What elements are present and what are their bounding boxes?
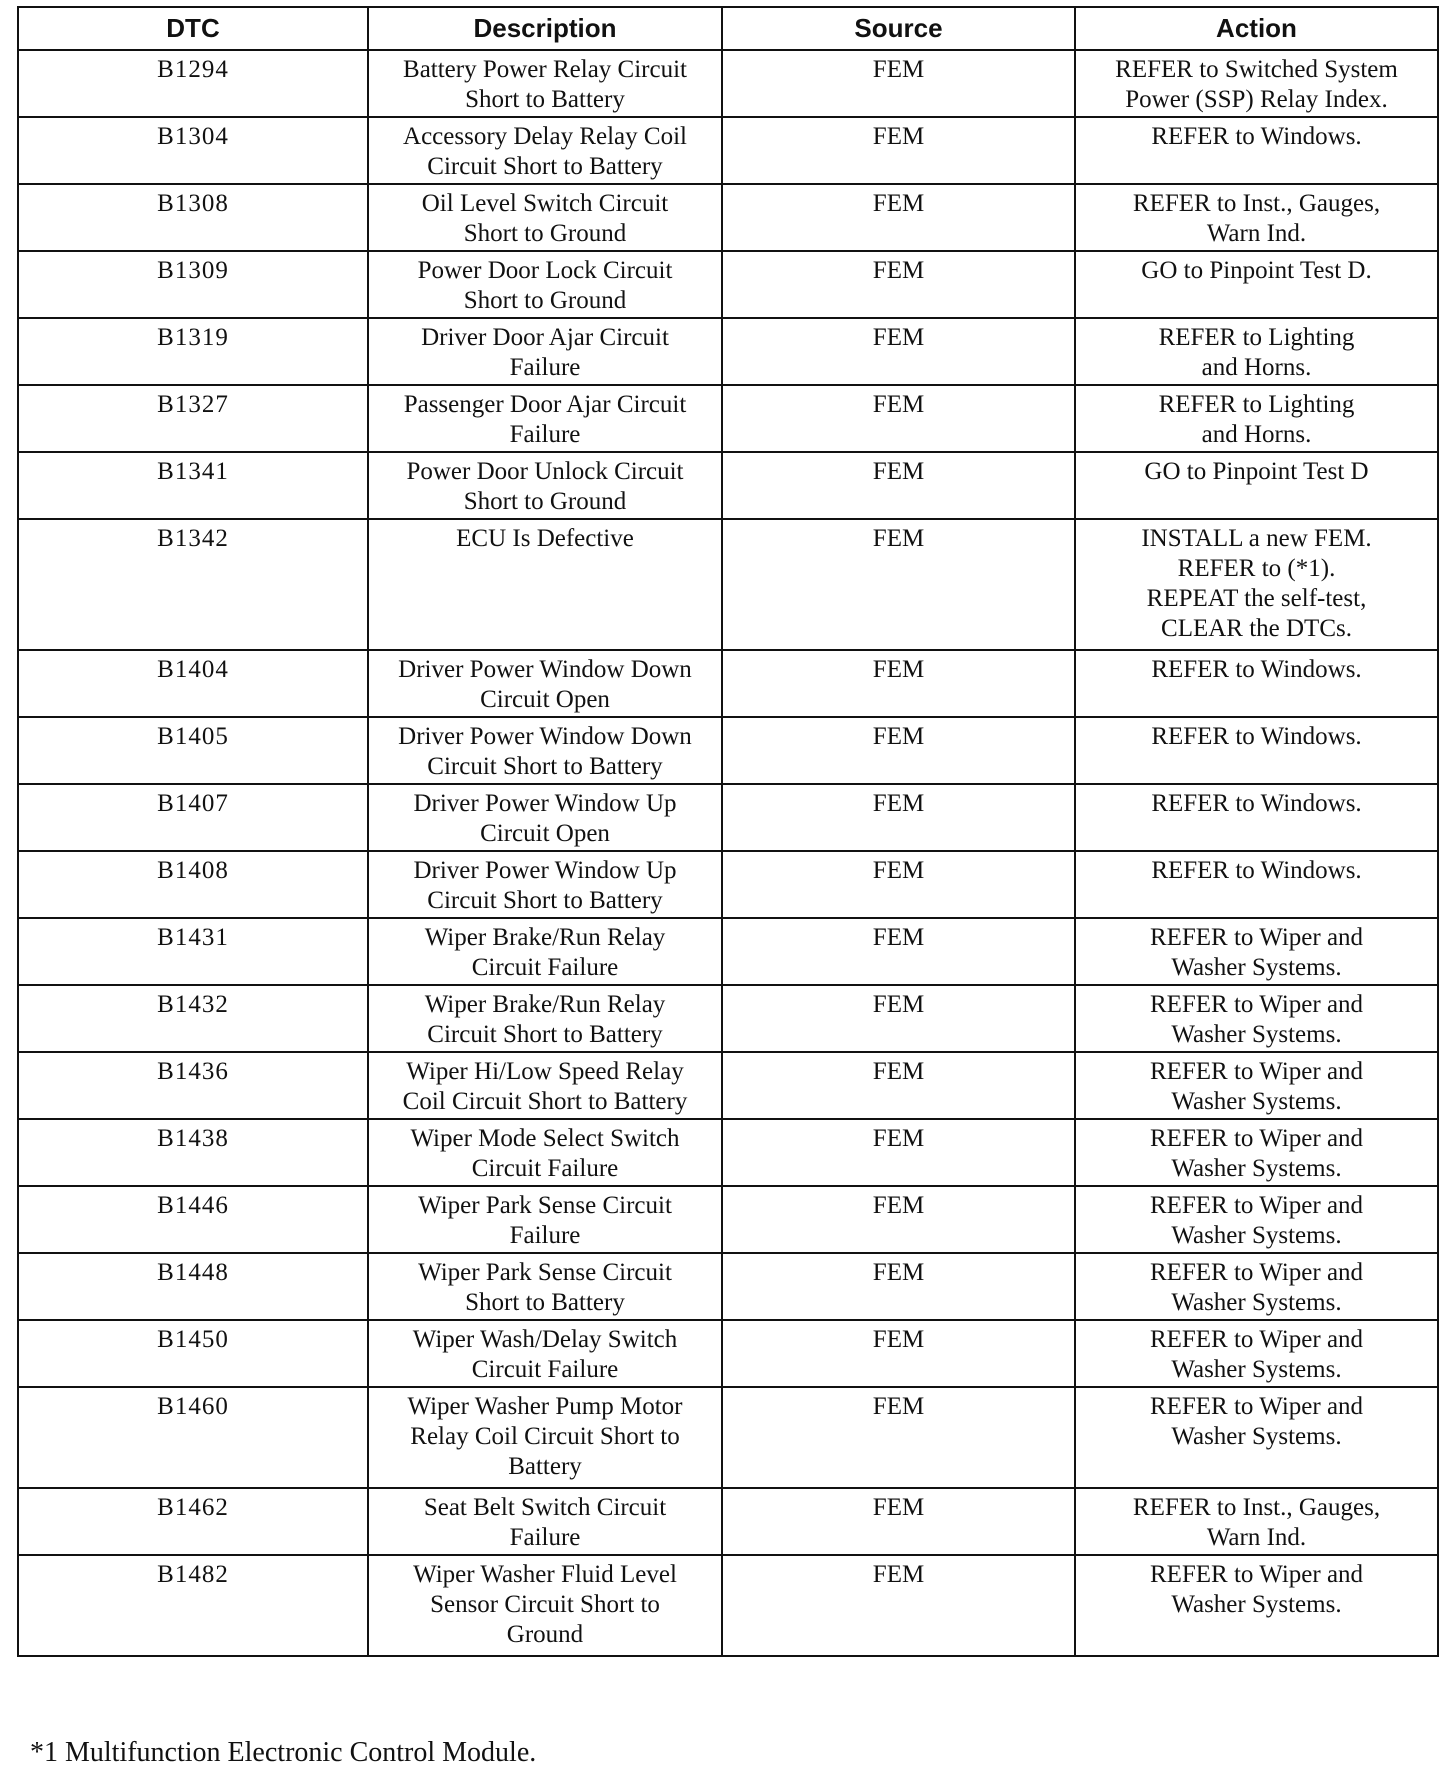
description-line: Failure <box>509 354 581 381</box>
action-line: Warn Ind. <box>1206 1524 1307 1551</box>
dtc-source: FEM <box>722 318 1075 385</box>
description-line: Power Door Lock Circuit <box>417 257 673 284</box>
action-line: REPEAT the self-test, <box>1146 585 1367 612</box>
action-line: REFER to Wiper and <box>1149 924 1364 951</box>
table-row <box>18 1320 1438 1387</box>
description-line: Wiper Mode Select Switch <box>410 1125 680 1152</box>
action-line: Washer Systems. <box>1171 1591 1342 1618</box>
description-line: Failure <box>509 1524 581 1551</box>
action-line: REFER to Lighting <box>1158 391 1355 418</box>
dtc-description <box>368 1186 722 1253</box>
description-line: Wiper Hi/Low Speed Relay <box>406 1058 684 1085</box>
dtc-source: FEM <box>722 50 1075 117</box>
table-row <box>18 184 1438 251</box>
dtc-action <box>1075 318 1438 385</box>
dtc-action <box>1075 1387 1438 1488</box>
description-line: Driver Power Window Up <box>413 790 677 817</box>
dtc-source: FEM <box>722 385 1075 452</box>
table-row <box>18 519 1438 650</box>
dtc-description <box>368 1488 722 1555</box>
action-line: REFER to Windows. <box>1151 656 1362 683</box>
table-row <box>18 1253 1438 1320</box>
dtc-source: FEM <box>722 985 1075 1052</box>
dtc-code: B1327 <box>18 385 368 452</box>
dtc-description <box>368 784 722 851</box>
action-line: REFER to Wiper and <box>1149 1259 1364 1286</box>
dtc-action <box>1075 251 1438 318</box>
dtc-action <box>1075 184 1438 251</box>
description-line: Wiper Wash/Delay Switch <box>412 1326 678 1353</box>
action-line: REFER to Windows. <box>1151 790 1362 817</box>
description-line: Short to Ground <box>463 488 627 515</box>
action-line: REFER to Windows. <box>1151 123 1362 150</box>
table-row <box>18 1052 1438 1119</box>
dtc-description <box>368 452 722 519</box>
dtc-description <box>368 318 722 385</box>
dtc-source: FEM <box>722 1186 1075 1253</box>
dtc-action <box>1075 1052 1438 1119</box>
dtc-source: FEM <box>722 251 1075 318</box>
action-line: REFER to Wiper and <box>1149 1058 1364 1085</box>
dtc-action <box>1075 851 1438 918</box>
table-row <box>18 452 1438 519</box>
dtc-source: FEM <box>722 918 1075 985</box>
description-line: Short to Ground <box>463 220 627 247</box>
dtc-code: B1436 <box>18 1052 368 1119</box>
dtc-code: B1308 <box>18 184 368 251</box>
dtc-description <box>368 650 722 717</box>
dtc-code: B1431 <box>18 918 368 985</box>
table-row <box>18 1488 1438 1555</box>
action-line: Washer Systems. <box>1171 1289 1342 1316</box>
description-line: Driver Power Window Down <box>398 656 692 683</box>
dtc-action <box>1075 452 1438 519</box>
description-line: Wiper Washer Fluid Level <box>413 1561 677 1588</box>
dtc-source: FEM <box>722 1119 1075 1186</box>
table-header <box>18 7 1438 50</box>
dtc-description <box>368 918 722 985</box>
description-line: Circuit Failure <box>471 1155 619 1182</box>
table-row <box>18 1119 1438 1186</box>
action-line: and Horns. <box>1201 421 1312 448</box>
dtc-action <box>1075 385 1438 452</box>
dtc-code: B1405 <box>18 717 368 784</box>
table-body <box>18 50 1438 1656</box>
dtc-action <box>1075 650 1438 717</box>
action-line: CLEAR the DTCs. <box>1161 615 1352 642</box>
dtc-code: B1460 <box>18 1387 368 1488</box>
header-source: Source <box>722 7 1075 50</box>
dtc-action <box>1075 1186 1438 1253</box>
description-line: Short to Battery <box>465 86 625 113</box>
dtc-source: FEM <box>722 1387 1075 1488</box>
description-line: Circuit Open <box>480 686 610 713</box>
table-row <box>18 918 1438 985</box>
description-line: Wiper Park Sense Circuit <box>418 1259 672 1286</box>
dtc-description <box>368 385 722 452</box>
dtc-description <box>368 50 722 117</box>
action-line: REFER to Wiper and <box>1149 1561 1364 1588</box>
dtc-code: B1309 <box>18 251 368 318</box>
action-line: Washer Systems. <box>1171 1423 1342 1450</box>
dtc-description <box>368 717 722 784</box>
dtc-code: B1462 <box>18 1488 368 1555</box>
header-action: Action <box>1075 7 1438 50</box>
action-line: REFER to Wiper and <box>1149 1393 1364 1420</box>
description-line: Driver Door Ajar Circuit <box>421 324 669 351</box>
dtc-source: FEM <box>722 1253 1075 1320</box>
description-line: Battery <box>508 1453 582 1480</box>
dtc-source: FEM <box>722 452 1075 519</box>
action-line: REFER to (*1). <box>1177 555 1336 582</box>
action-line: REFER to Windows. <box>1151 723 1362 750</box>
description-line: Wiper Park Sense Circuit <box>418 1192 672 1219</box>
dtc-table <box>17 6 1439 1657</box>
action-line: GO to Pinpoint Test D <box>1144 458 1369 485</box>
dtc-description <box>368 985 722 1052</box>
description-line: Short to Battery <box>465 1289 625 1316</box>
action-line: Washer Systems. <box>1171 1356 1342 1383</box>
action-line: Warn Ind. <box>1206 220 1307 247</box>
description-line: Failure <box>509 1222 581 1249</box>
dtc-source: FEM <box>722 650 1075 717</box>
dtc-action <box>1075 1488 1438 1555</box>
header-row <box>18 7 1438 50</box>
table-row <box>18 117 1438 184</box>
dtc-description <box>368 851 722 918</box>
dtc-action <box>1075 519 1438 650</box>
description-line: Battery Power Relay Circuit <box>403 56 687 83</box>
dtc-code: B1294 <box>18 50 368 117</box>
dtc-action <box>1075 1320 1438 1387</box>
action-line: Washer Systems. <box>1171 1155 1342 1182</box>
dtc-action <box>1075 117 1438 184</box>
dtc-action <box>1075 717 1438 784</box>
description-line: Failure <box>509 421 581 448</box>
action-line: REFER to Inst., Gauges, <box>1132 190 1381 217</box>
description-line: Power Door Unlock Circuit <box>406 458 684 485</box>
description-line: Sensor Circuit Short to <box>430 1591 660 1618</box>
dtc-source: FEM <box>722 184 1075 251</box>
action-line: REFER to Inst., Gauges, <box>1132 1494 1381 1521</box>
header-description: Description <box>368 7 722 50</box>
dtc-description <box>368 1052 722 1119</box>
description-line: Wiper Washer Pump Motor <box>407 1393 683 1420</box>
dtc-description <box>368 1555 722 1656</box>
dtc-document <box>17 6 1437 1657</box>
action-line: REFER to Wiper and <box>1149 1326 1364 1353</box>
dtc-code: B1407 <box>18 784 368 851</box>
dtc-description <box>368 1387 722 1488</box>
dtc-source: FEM <box>722 717 1075 784</box>
description-line: Circuit Open <box>480 820 610 847</box>
description-line: Circuit Failure <box>471 1356 619 1383</box>
dtc-code: B1482 <box>18 1555 368 1656</box>
action-line: and Horns. <box>1201 354 1312 381</box>
description-line: Relay Coil Circuit Short to <box>410 1423 680 1450</box>
action-line: INSTALL a new FEM. <box>1141 525 1372 552</box>
dtc-code: B1341 <box>18 452 368 519</box>
action-line: Washer Systems. <box>1171 1222 1342 1249</box>
table-row <box>18 985 1438 1052</box>
dtc-description <box>368 251 722 318</box>
dtc-description <box>368 184 722 251</box>
dtc-code: B1342 <box>18 519 368 650</box>
dtc-code: B1446 <box>18 1186 368 1253</box>
action-line: REFER to Windows. <box>1151 857 1362 884</box>
dtc-code: B1448 <box>18 1253 368 1320</box>
table-row <box>18 650 1438 717</box>
description-line: Oil Level Switch Circuit <box>421 190 669 217</box>
dtc-source: FEM <box>722 519 1075 650</box>
dtc-action <box>1075 985 1438 1052</box>
dtc-action <box>1075 784 1438 851</box>
dtc-code: B1450 <box>18 1320 368 1387</box>
action-line: Power (SSP) Relay Index. <box>1125 86 1388 113</box>
description-line: Wiper Brake/Run Relay <box>424 924 666 951</box>
description-line: Driver Power Window Down <box>398 723 692 750</box>
action-line: GO to Pinpoint Test D. <box>1141 257 1372 284</box>
description-line: Circuit Short to Battery <box>427 753 663 780</box>
description-line: Short to Ground <box>463 287 627 314</box>
dtc-action <box>1075 918 1438 985</box>
description-line: Circuit Short to Battery <box>427 1021 663 1048</box>
action-line: REFER to Wiper and <box>1149 1125 1364 1152</box>
description-line: Seat Belt Switch Circuit <box>423 1494 667 1521</box>
table-row <box>18 385 1438 452</box>
dtc-action <box>1075 50 1438 117</box>
action-line: Washer Systems. <box>1171 954 1342 981</box>
dtc-code: B1319 <box>18 318 368 385</box>
dtc-source: FEM <box>722 1052 1075 1119</box>
dtc-description <box>368 519 722 650</box>
table-row <box>18 784 1438 851</box>
dtc-code: B1432 <box>18 985 368 1052</box>
action-line: Washer Systems. <box>1171 1088 1342 1115</box>
description-line: Ground <box>506 1621 584 1648</box>
dtc-source: FEM <box>722 1555 1075 1656</box>
description-line: Circuit Short to Battery <box>427 153 663 180</box>
description-line: Circuit Short to Battery <box>427 887 663 914</box>
dtc-code: B1304 <box>18 117 368 184</box>
action-line: REFER to Lighting <box>1158 324 1355 351</box>
dtc-source: FEM <box>722 117 1075 184</box>
dtc-code: B1408 <box>18 851 368 918</box>
table-row <box>18 717 1438 784</box>
description-line: Accessory Delay Relay Coil <box>403 123 687 150</box>
action-line: Washer Systems. <box>1171 1021 1342 1048</box>
table-row <box>18 1186 1438 1253</box>
table-row <box>18 50 1438 117</box>
header-dtc: DTC <box>18 7 368 50</box>
description-line: Driver Power Window Up <box>413 857 677 884</box>
action-line: REFER to Wiper and <box>1149 1192 1364 1219</box>
dtc-description <box>368 117 722 184</box>
dtc-action <box>1075 1119 1438 1186</box>
dtc-description <box>368 1119 722 1186</box>
table-row <box>18 318 1438 385</box>
dtc-action <box>1075 1253 1438 1320</box>
action-line: REFER to Wiper and <box>1149 991 1364 1018</box>
dtc-description <box>368 1320 722 1387</box>
dtc-description <box>368 1253 722 1320</box>
dtc-source: FEM <box>722 851 1075 918</box>
action-line: REFER to Switched System <box>1115 56 1398 83</box>
dtc-action <box>1075 1555 1438 1656</box>
table-row <box>18 1555 1438 1656</box>
dtc-source: FEM <box>722 784 1075 851</box>
description-line: Passenger Door Ajar Circuit <box>403 391 687 418</box>
description-line: Wiper Brake/Run Relay <box>424 991 666 1018</box>
description-line: Circuit Failure <box>471 954 619 981</box>
dtc-source: FEM <box>722 1488 1075 1555</box>
dtc-code: B1438 <box>18 1119 368 1186</box>
footnote: *1 Multifunction Electronic Control Module. <box>30 1737 537 1768</box>
description-line: Coil Circuit Short to Battery <box>402 1088 688 1115</box>
dtc-source: FEM <box>722 1320 1075 1387</box>
table-row <box>18 851 1438 918</box>
table-row <box>18 251 1438 318</box>
dtc-code: B1404 <box>18 650 368 717</box>
description-line: ECU Is Defective <box>456 525 634 552</box>
table-row <box>18 1387 1438 1488</box>
